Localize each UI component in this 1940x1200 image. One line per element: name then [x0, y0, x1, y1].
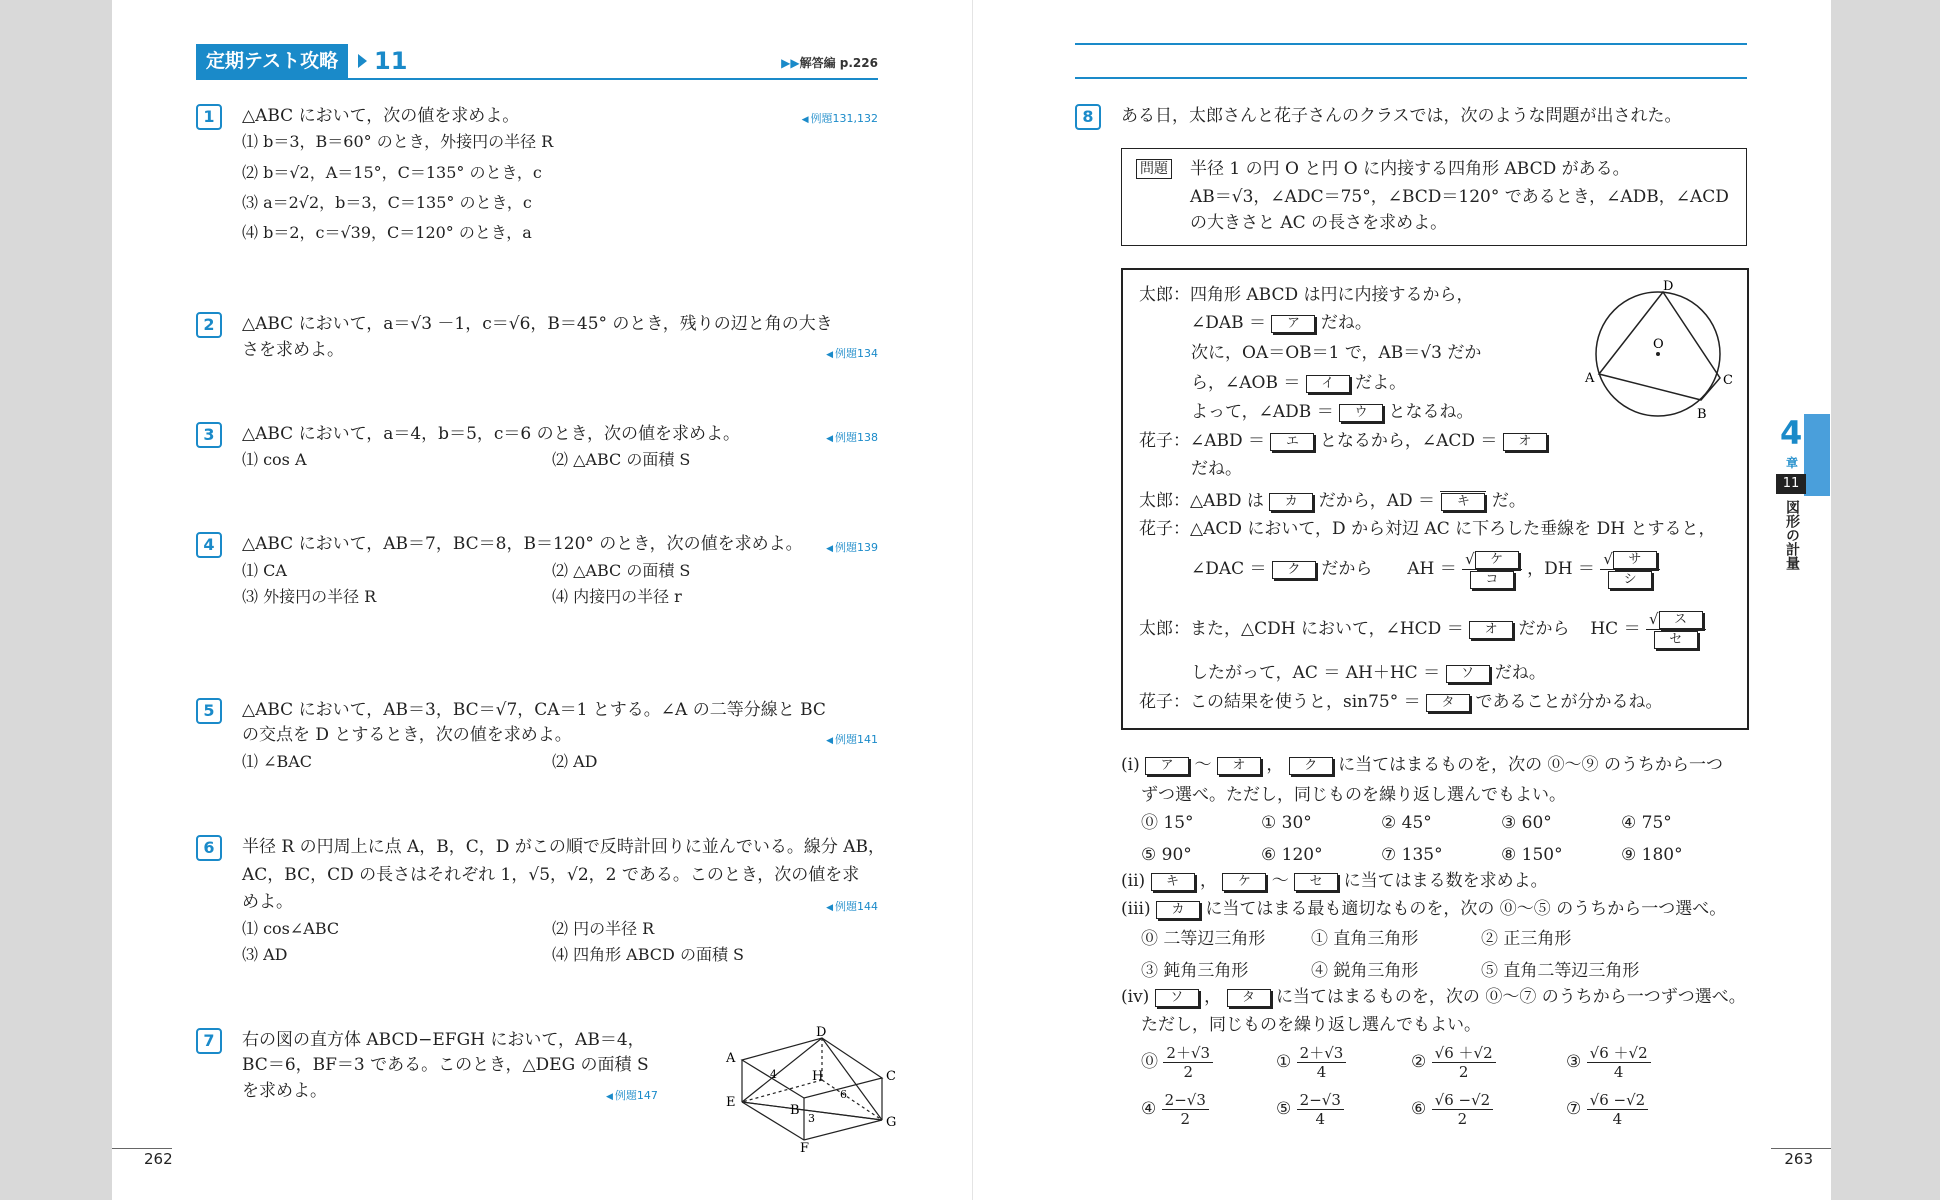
dialogue-12b: だね。: [1494, 663, 1546, 683]
choice-iii-0-mark: ⓪: [1141, 929, 1158, 949]
sub-i-t1: 〜: [1194, 755, 1212, 775]
choice-iv-1-num: 2＋√3: [1297, 1044, 1347, 1063]
choice-i-5-value: 90°: [1161, 845, 1192, 865]
dialogue-line-12: [1191, 660, 1546, 686]
choice-i-3-value: 60°: [1521, 813, 1552, 833]
sub-i-line-2: ずつ選べ。ただし，同じものを繰り返し選んでもよい。: [1141, 785, 1566, 805]
dialogue-line-10: [1191, 550, 1660, 589]
sub-ii-t2: 〜: [1271, 871, 1289, 891]
choice-iv-7[interactable]: [1566, 1091, 1716, 1128]
q3-item-1: ⑴ cos A: [242, 450, 307, 469]
q4-item-2: ⑵ △ABC の面積 S: [552, 561, 691, 580]
answer-box-ki: キ: [1441, 493, 1485, 511]
problem-box: [1121, 148, 1747, 246]
sub-iii-label: (iii): [1121, 899, 1151, 919]
answer-box-shi: シ: [1608, 571, 1652, 589]
page-number: 262: [144, 1150, 173, 1168]
dialogue-line-5: [1191, 399, 1474, 425]
sub-i-t3: に当てはまるものを，次の ⓪〜⑨ のうちから一つ: [1338, 755, 1723, 775]
dialogue-line-6: [1139, 428, 1547, 454]
q4-item-3: ⑶ 外接円の半径 R: [242, 587, 377, 606]
dialogue-4b: だよ。: [1355, 373, 1407, 393]
sub-i-line-1: [1121, 752, 1723, 778]
q7-line-1: 右の図の直方体 ABCD−EFGH において，AB＝4，: [242, 1030, 645, 1050]
circle-figure: [1583, 279, 1733, 422]
sub-iii-box-ka: カ: [1156, 901, 1200, 919]
frac-su-se: $\frac{\text{√ ス}}{\text{セ}}$: [1646, 610, 1706, 649]
q1-item-1: ⑴ b＝3，B＝60° のとき，外接円の半径 R: [242, 132, 554, 151]
choice-i-8[interactable]: [1501, 842, 1621, 868]
q3-ref: ◀ 例題138: [826, 429, 878, 445]
choice-iii-3-mark: ③: [1141, 961, 1158, 981]
choice-i-0[interactable]: [1141, 810, 1261, 836]
header-line-top: [1075, 43, 1747, 45]
sub-i-label: (i): [1121, 755, 1140, 775]
choice-i-2-mark: ②: [1381, 813, 1397, 833]
q6-item-3: ⑶ AD: [242, 945, 288, 964]
header-number: 11: [374, 47, 408, 75]
dialogue-13b: であることが分かるね。: [1475, 692, 1663, 712]
dialogue-10a: ∠DAC ＝: [1191, 559, 1267, 579]
q3-item-2: ⑵ △ABC の面積 S: [552, 450, 691, 469]
dialogue-2a: ∠DAB ＝: [1191, 313, 1267, 333]
dialogue-box: [1121, 268, 1749, 730]
q5-line-2: の交点を D とするとき，次の値を求めよ。: [242, 725, 572, 745]
sub-iv-t1: ，: [1204, 987, 1222, 1007]
dialogue-10b: だから: [1321, 559, 1373, 579]
question-number-5: 5: [196, 698, 222, 724]
choice-iv-6-den: 2: [1457, 1110, 1468, 1128]
choice-i-3[interactable]: [1501, 810, 1621, 836]
dialogue-6a: 花子：∠ABD ＝: [1139, 431, 1266, 451]
choice-i-0-mark: ⓪: [1141, 813, 1158, 833]
problem-line-2: AB＝√3，∠ADC＝75°，∠BCD＝120° であるとき，∠ADB，∠ACD: [1190, 187, 1729, 207]
sub-ii-box-ki: キ: [1151, 873, 1195, 891]
choice-i-6-mark: ⑥: [1261, 845, 1277, 865]
q6-line-1: 半径 R の円周上に点 A，B，C，D がこの順で反時計回りに並んでいる。線分 AB，: [242, 837, 885, 857]
choice-iii-0-value: 二等辺三角形: [1163, 929, 1266, 949]
choice-iii-2[interactable]: [1481, 926, 1681, 952]
choice-iv-3-den: 4: [1613, 1063, 1624, 1081]
sub-iv-line-2: ただし，同じものを繰り返し選んでもよい。: [1141, 1015, 1481, 1035]
cuboid-figure: [712, 1025, 897, 1156]
choice-iv-4[interactable]: [1141, 1091, 1276, 1128]
answer-box-e: エ: [1270, 433, 1314, 451]
choice-iv-2-den: 2: [1458, 1063, 1469, 1081]
fig-label-B: B: [790, 1103, 800, 1118]
problem-line-3: の大きさと AC の長さを求めよ。: [1190, 213, 1448, 233]
problem-label: 問題: [1136, 159, 1172, 179]
choice-iv-6-num: √6 −√2: [1432, 1091, 1494, 1110]
choice-i-2-value: 45°: [1401, 813, 1432, 833]
page-footer-line: [1771, 1148, 1831, 1149]
section-badge: 11: [1776, 474, 1806, 494]
sub-i-choices: [1141, 810, 1741, 868]
choice-iv-0-num: 2＋√3: [1163, 1044, 1213, 1063]
choice-iv-1-mark: ①: [1276, 1052, 1292, 1072]
choice-iii-4[interactable]: [1311, 958, 1481, 984]
sub-i-choice-grid: [1141, 810, 1741, 868]
choice-iv-4-num: 2−√3: [1162, 1091, 1209, 1110]
fig-edge-3: 3: [808, 1112, 815, 1125]
answer-box-so: ソ: [1446, 665, 1490, 683]
sub-i-t2: ，: [1266, 755, 1284, 775]
q4-item-4: ⑷ 内接円の半径 r: [552, 587, 682, 606]
choice-iii-1[interactable]: [1311, 926, 1481, 952]
q1-item-2: ⑵ b＝√2，A＝15°，C＝135° のとき，c: [242, 163, 542, 182]
choice-iii-3-value: 鈍角三角形: [1163, 961, 1249, 981]
fig-label-C: C: [886, 1069, 896, 1084]
choice-i-7-mark: ⑦: [1381, 845, 1397, 865]
fig-label-E: E: [726, 1095, 736, 1110]
sub-ii-box-se: セ: [1294, 873, 1338, 891]
choice-iv-5-den: 4: [1315, 1110, 1326, 1128]
choice-i-9-mark: ⑨: [1621, 845, 1637, 865]
q2-line-1: △ABC において，a＝√3 －1，c＝√6，B＝45° のとき，残りの辺と角の大き: [242, 314, 833, 334]
question-number-3: 3: [196, 422, 222, 448]
choice-iv-4-mark: ④: [1141, 1099, 1157, 1119]
circle-label-O: O: [1653, 337, 1664, 352]
fig-label-D: D: [816, 1025, 827, 1040]
choice-i-8-value: 150°: [1521, 845, 1563, 865]
sub-ii-line: [1121, 868, 1548, 894]
choice-iv-3[interactable]: [1566, 1044, 1716, 1081]
answer-box-ko: コ: [1470, 571, 1514, 589]
dialogue-line-13: [1139, 689, 1662, 715]
choice-i-6[interactable]: [1261, 842, 1381, 868]
fig-label-F: F: [800, 1141, 810, 1156]
answer-box-se: セ: [1654, 631, 1698, 649]
q4-ref: ◀ 例題139: [826, 539, 878, 555]
section-header: [196, 44, 878, 80]
choice-iii-4-value: 鋭角三角形: [1333, 961, 1419, 981]
circle-label-C: C: [1723, 373, 1733, 388]
frac-ke-ko: $\frac{\text{√ ケ}}{\text{コ}}$: [1462, 550, 1522, 589]
circle-label-B: B: [1697, 407, 1707, 422]
dialogue-4a: ら，∠AOB ＝: [1191, 373, 1301, 393]
choice-iii-2-value: 正三角形: [1503, 929, 1572, 949]
choice-iv-7-mark: ⑦: [1566, 1099, 1582, 1119]
fig-edge-6: 6: [840, 1088, 847, 1101]
header-line-bottom: [1075, 77, 1747, 79]
question-number-8: 8: [1075, 104, 1101, 130]
answer-box-su: ス: [1659, 611, 1703, 629]
choice-i-3-mark: ③: [1501, 813, 1517, 833]
choice-iii-5[interactable]: [1481, 958, 1681, 984]
choice-i-4-mark: ④: [1621, 813, 1637, 833]
sub-ii-box-ke: ケ: [1222, 873, 1266, 891]
page-footer-line: [112, 1148, 172, 1149]
right-page: [972, 0, 1831, 1200]
fast-forward-icon: ▶▶: [781, 56, 800, 70]
sub-ii-t1: ，: [1199, 871, 1217, 891]
q8-intro: ある日，太郎さんと花子さんのクラスでは，次のような問題が出された。: [1121, 106, 1682, 126]
choice-i-9-value: 180°: [1641, 845, 1683, 865]
choice-iv-7-num: √6 −√2: [1587, 1091, 1649, 1110]
frac-sa-shi: $\frac{\text{√ サ}}{\text{シ}}$: [1600, 550, 1660, 589]
fig-label-G: G: [886, 1115, 897, 1130]
chapter-tab-bar: [1804, 414, 1830, 496]
choice-iv-3-mark: ③: [1566, 1052, 1582, 1072]
section-title-vertical: 図形の計量: [1784, 500, 1800, 570]
sqrt-ki: [1440, 491, 1486, 511]
sub-i-box-o: オ: [1217, 757, 1261, 775]
dialogue-8a: 太郎：△ABD は: [1139, 491, 1264, 511]
q6-ref: ◀ 例題144: [826, 898, 878, 914]
problem-line-1: 半径 1 の円 O と円 O に内接する四角形 ABCD がある。: [1190, 159, 1630, 179]
choice-iv-0-mark: ⓪: [1141, 1052, 1158, 1072]
dialogue-2b: だね。: [1320, 313, 1372, 333]
answer-box-sa: サ: [1613, 551, 1657, 569]
q6-item-1: ⑴ cos∠ABC: [242, 919, 340, 938]
dialogue-8b: だから，AD ＝: [1318, 491, 1436, 511]
choice-iv-2-mark: ②: [1411, 1052, 1427, 1072]
answer-ref-text: 解答編 p.226: [799, 56, 878, 70]
choice-iv-4-den: 2: [1180, 1110, 1191, 1128]
q5-ref: ◀ 例題141: [826, 731, 878, 747]
choice-iv-3-num: √6 ＋√2: [1587, 1044, 1651, 1063]
answer-box-o: オ: [1503, 433, 1547, 451]
answer-box-o-2: オ: [1469, 621, 1513, 639]
question-number-2: 2: [196, 312, 222, 338]
q1-item-3: ⑶ a＝2√2，b＝3，C＝135° のとき，c: [242, 193, 532, 212]
fig-label-H: H: [812, 1069, 824, 1084]
header-arrow-icon: [358, 54, 367, 68]
answer-box-ke: ケ: [1475, 551, 1519, 569]
choice-iii-0[interactable]: [1141, 926, 1311, 952]
choice-i-0-value: 15°: [1163, 813, 1194, 833]
answer-box-i: イ: [1306, 375, 1350, 393]
sub-iv-t2: に当てはまるものを，次の ⓪〜⑦ のうちから一つずつ選べ。: [1275, 987, 1746, 1007]
answer-box-ka: カ: [1269, 493, 1313, 511]
sub-i-box-a: ア: [1145, 757, 1189, 775]
choice-i-1-value: 30°: [1281, 813, 1312, 833]
q4-text: △ABC において，AB＝7，BC＝8，B＝120° のとき，次の値を求めよ。: [242, 534, 803, 554]
dialogue-line-7: だね。: [1191, 459, 1242, 479]
sub-iii-choice-grid: [1141, 926, 1741, 984]
q6-item-2: ⑵ 円の半径 R: [552, 919, 655, 938]
dialogue-11a: 太郎：また，△CDH において，∠HCD ＝: [1139, 619, 1464, 639]
choice-i-4[interactable]: [1621, 810, 1741, 836]
q7-line-2: BC＝6，BF＝3 である。このとき，△DEG の面積 S: [242, 1055, 649, 1075]
choice-i-1-mark: ①: [1261, 813, 1277, 833]
choice-iii-3[interactable]: [1141, 958, 1311, 984]
choice-iv-5-mark: ⑤: [1276, 1099, 1292, 1119]
dialogue-line-4: [1191, 370, 1406, 396]
chapter-number: 4: [1780, 414, 1803, 452]
answer-box-a: ア: [1271, 315, 1315, 333]
fig-label-A: A: [726, 1051, 736, 1066]
answer-box-ta: タ: [1426, 694, 1470, 712]
choice-iii-1-mark: ①: [1311, 929, 1328, 949]
question-number-7: 7: [196, 1028, 222, 1054]
q7-ref: ◀ 例題147: [606, 1087, 658, 1103]
header-title: 定期テスト攻略: [196, 44, 348, 78]
choice-iii-5-value: 直角二等辺三角形: [1503, 961, 1640, 981]
choice-i-5[interactable]: [1141, 842, 1261, 868]
q2-ref: ◀ 例題134: [826, 345, 878, 361]
sub-iii-line: [1121, 896, 1726, 922]
dialogue-line-8: [1139, 488, 1526, 514]
dialogue-10c: AH ＝: [1407, 559, 1457, 579]
dialogue-13a: 花子：この結果を使うと，sin75° ＝: [1139, 692, 1421, 712]
dialogue-6b: となるから，∠ACD ＝: [1319, 431, 1498, 451]
left-page: [112, 0, 972, 1200]
sub-iv-label: (iv): [1121, 987, 1150, 1007]
choice-iv-5-num: 2−√3: [1297, 1091, 1344, 1110]
sub-iv-box-so: ソ: [1155, 989, 1199, 1007]
q5-item-1: ⑴ ∠BAC: [242, 752, 313, 771]
choice-i-7-value: 135°: [1401, 845, 1443, 865]
choice-iii-2-mark: ②: [1481, 929, 1498, 949]
answer-box-ku: ク: [1272, 561, 1316, 579]
dialogue-line-3: 次に，OA＝OB＝1 で，AB＝√3 だか: [1191, 343, 1482, 363]
choice-i-1[interactable]: [1261, 810, 1381, 836]
choice-iv-6-mark: ⑥: [1411, 1099, 1427, 1119]
choice-iv-1[interactable]: [1276, 1044, 1411, 1081]
answer-box-u: ウ: [1339, 404, 1383, 422]
dialogue-line-9: 花子：△ACD において，D から対辺 AC に下ろした垂線を DH とすると，: [1139, 519, 1716, 539]
q1-ref: ◀ 例題131,132: [802, 110, 878, 126]
q3-text: △ABC において，a＝4，b＝5，c＝6 のとき，次の値を求めよ。: [242, 424, 740, 444]
choice-iv-2[interactable]: [1411, 1044, 1566, 1081]
dialogue-line-2: [1191, 310, 1372, 336]
sub-iv-line-1: [1121, 984, 1746, 1010]
dialogue-10d: ，DH ＝: [1527, 559, 1595, 579]
page-number: 263: [1784, 1150, 1813, 1168]
dialogue-line-1: 太郎：四角形 ABCD は円に内接するから，: [1139, 285, 1474, 305]
dialogue-5b: となるね。: [1388, 402, 1474, 422]
choice-i-5-mark: ⑤: [1141, 845, 1157, 865]
dialogue-11b: だから: [1518, 619, 1570, 639]
q6-line-3: めよ。: [242, 892, 293, 912]
choice-iii-5-mark: ⑤: [1481, 961, 1498, 981]
q1-item-4: ⑷ b＝2，c＝√39，C＝120° のとき，a: [242, 223, 532, 242]
choice-iv-1-den: 4: [1316, 1063, 1327, 1081]
choice-iv-7-den: 4: [1612, 1110, 1623, 1128]
choice-iii-4-mark: ④: [1311, 961, 1328, 981]
choice-iv-0[interactable]: [1141, 1044, 1276, 1081]
q4-item-1: ⑴ CA: [242, 561, 287, 580]
choice-i-2[interactable]: [1381, 810, 1501, 836]
question-number-6: 6: [196, 835, 222, 861]
q6-item-4: ⑷ 四角形 ABCD の面積 S: [552, 945, 744, 964]
sub-iii-t1: に当てはまる最も適切なものを，次の ⓪〜⑤ のうちから一つ選べ。: [1205, 899, 1727, 919]
answer-ref: [781, 54, 878, 71]
dialogue-11c: HC ＝: [1590, 619, 1641, 639]
choice-i-6-value: 120°: [1281, 845, 1323, 865]
q2-line-2: さを求めよ。: [242, 340, 344, 360]
circle-label-A: A: [1585, 371, 1595, 386]
q5-line-1: △ABC において，AB＝3，BC＝√7，CA＝1 とする。∠A の二等分線と BC: [242, 700, 826, 720]
choice-i-9[interactable]: [1621, 842, 1741, 868]
circle-label-D: D: [1663, 279, 1674, 294]
choice-iv-0-den: 2: [1183, 1063, 1193, 1081]
q1-text: △ABC において，次の値を求めよ。: [242, 106, 520, 126]
q5-item-2: ⑵ AD: [552, 752, 598, 771]
sub-iv-box-ta: タ: [1227, 989, 1271, 1007]
dialogue-line-11: [1139, 610, 1706, 649]
choice-i-4-value: 75°: [1641, 813, 1672, 833]
question-number-1: 1: [196, 104, 222, 130]
sub-ii-label: (ii): [1121, 871, 1146, 891]
dialogue-8c: だ。: [1491, 491, 1526, 511]
sub-i-box-ku: ク: [1289, 757, 1333, 775]
sub-iii-choices: [1141, 926, 1741, 984]
sub-ii-t3: に当てはまる数を求めよ。: [1343, 871, 1548, 891]
choice-iv-5[interactable]: [1276, 1091, 1411, 1128]
sub-iv-choice-grid: [1141, 1044, 1741, 1128]
q7-line-3: を求めよ。: [242, 1081, 327, 1101]
chapter-label: 章: [1786, 456, 1799, 470]
choice-i-7[interactable]: [1381, 842, 1501, 868]
question-number-4: 4: [196, 532, 222, 558]
sub-iv-choices: [1141, 1044, 1741, 1128]
choice-iii-1-value: 直角三角形: [1333, 929, 1419, 949]
dialogue-5a: よって，∠ADB ＝: [1191, 402, 1334, 422]
choice-iv-2-num: √6 ＋√2: [1432, 1044, 1496, 1063]
q6-line-2: AC，BC，CD の長さはそれぞれ 1，√5，√2，2 である。このとき，次の値を求: [242, 865, 860, 885]
dialogue-12a: したがって，AC ＝ AH＋HC ＝: [1191, 663, 1441, 683]
fig-edge-4: 4: [770, 1068, 777, 1081]
choice-iv-6[interactable]: [1411, 1091, 1566, 1128]
choice-i-8-mark: ⑧: [1501, 845, 1517, 865]
